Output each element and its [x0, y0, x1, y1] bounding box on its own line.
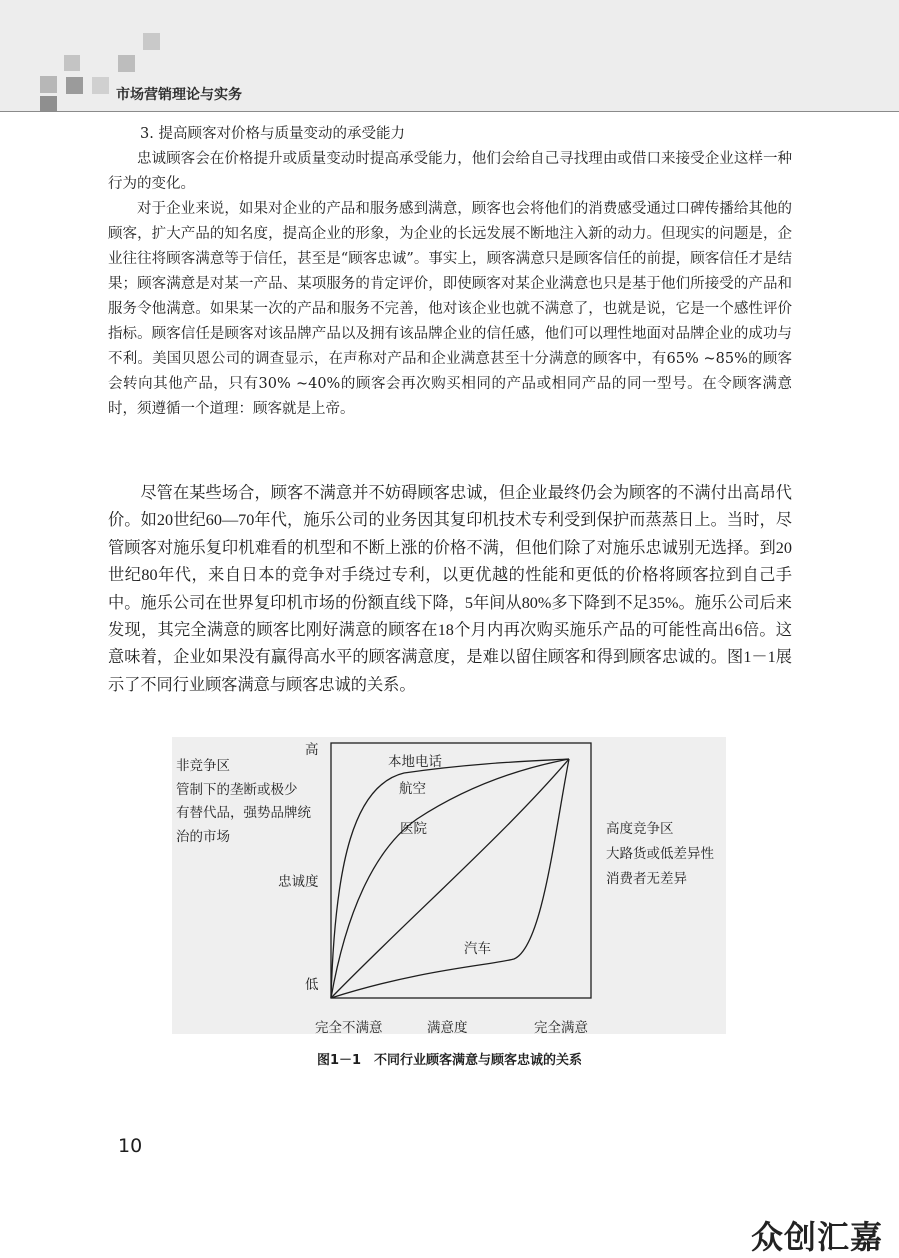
right-note-line: 高度竞争区 [606, 821, 674, 837]
decorative-square [64, 55, 80, 71]
paragraph: 尽管在某些场合，顾客不满意并不妨碍顾客忠诚，但企业最终仍会为顾客的不满付出高昂代价。如20世纪60—70年代，施乐公司的业务因其复印机技术专利受到保护而蒸蒸日上。当时，尽管顾客对施乐复印机难看的机型和不断上涨的价格不满，但他们除了对施乐忠诚别无选择。到20世纪80年代，来自日本的竞争对手绕过专利，以更优越的性能和更低的价格将顾客拉到自己手中。施乐公司在世界复印机市场的份额直线下降，5年间从80%多下降到不足35%。施乐公司后来发现，其完全满意的顾客比刚好满意的顾客在18个月内再次购买施乐产品的可能性高出6倍。这意味着，企业如果没有赢得高水平的顾客满意度，是难以留住顾客和得到顾客忠诚的。图1－1展示了不同行业顾客满意与顾客忠诚的关系。 [108, 484, 792, 694]
left-note-line: 治的市场 [176, 828, 230, 845]
y-axis-high-label: 高 [305, 742, 319, 758]
body-text-block-1 [108, 147, 792, 422]
paragraph: 对于企业来说，如果对企业的产品和服务感到满意，顾客也会将他们的消费感受通过口碑传播给其他的顾客，扩大产品的知名度，提高企业的形象，为企业的长远发展不断地注入新的动力。但现实的问题是，企业往往将顾客满意等于信任，甚至是“顾客忠诚”。事实上，顾客满意只是顾客信任的前提，顾客信任才是结果；顾客满意是对某一产品、某项服务的肯定评价，即使顾客对某企业满意也只是基于他们所接受的产品和服务令他满意。如果某一次的产品和服务不完善，他对该企业也就不满意了，也就是说，它是一个感性评价指标。顾客信任是顾客对该品牌产品以及拥有该品牌企业的信任感，他们可以理性地面对品牌企业的成功与不利。美国贝恩公司的调查显示，在声称对产品和企业满意甚至十分满意的顾客中，有65% ~85%的顾客会转向其他产品，只有30% ~40%的顾客会再次购买相同的产品或相同产品的同一型号。在令顾客满意时，须遵循一个道理：顾客就是上帝。 [108, 201, 792, 417]
decorative-square [143, 33, 160, 50]
curve-label-auto: 汽车 [464, 941, 491, 957]
curve-label-hospital: 医院 [400, 821, 427, 837]
decorative-square [40, 96, 57, 111]
decorative-square [66, 77, 83, 94]
y-axis-low-label: 低 [305, 977, 319, 993]
left-note-line: 有替代品，强势品牌统 [176, 805, 311, 821]
loyalty-curves-plot [172, 737, 726, 1034]
curve-hospital [331, 759, 569, 998]
right-note-line: 消费者无差异 [606, 871, 687, 887]
decorative-square [118, 55, 135, 72]
decorative-square [40, 76, 57, 93]
paragraph: 忠诚顾客会在价格提升或质量变动时提高承受能力，他们会给自己寻找理由或借口来接受企业这样一种行为的变化。 [108, 151, 792, 192]
figure-caption: 图1－1 不同行业顾客满意与顾客忠诚的关系 [316, 1053, 583, 1068]
x-axis-left-label: 完全不满意 [315, 1020, 383, 1036]
body-text-block-2 [108, 480, 792, 699]
header-rule [0, 111, 899, 112]
right-note-line: 大路货或低差异性 [606, 846, 714, 862]
curve-label-local-phone: 本地电话 [388, 754, 442, 770]
x-axis-label: 满意度 [427, 1020, 468, 1036]
figure-satisfaction-loyalty [172, 737, 726, 1034]
decorative-square [92, 77, 109, 94]
running-header-title: 市场营销理论与实务 [116, 87, 242, 103]
y-axis-label: 忠诚度 [278, 874, 319, 890]
left-note-line: 管制下的垄断或极少 [176, 781, 298, 798]
x-axis-right-label: 完全满意 [534, 1020, 588, 1036]
curve-label-airline: 航空 [399, 781, 426, 797]
watermark: 众创汇嘉 [750, 1218, 883, 1256]
page-number: 10 [118, 1135, 143, 1157]
section-heading: 3. 提高顾客对价格与质量变动的承受能力 [140, 126, 405, 142]
left-note-line: 非竞争区 [176, 758, 230, 774]
